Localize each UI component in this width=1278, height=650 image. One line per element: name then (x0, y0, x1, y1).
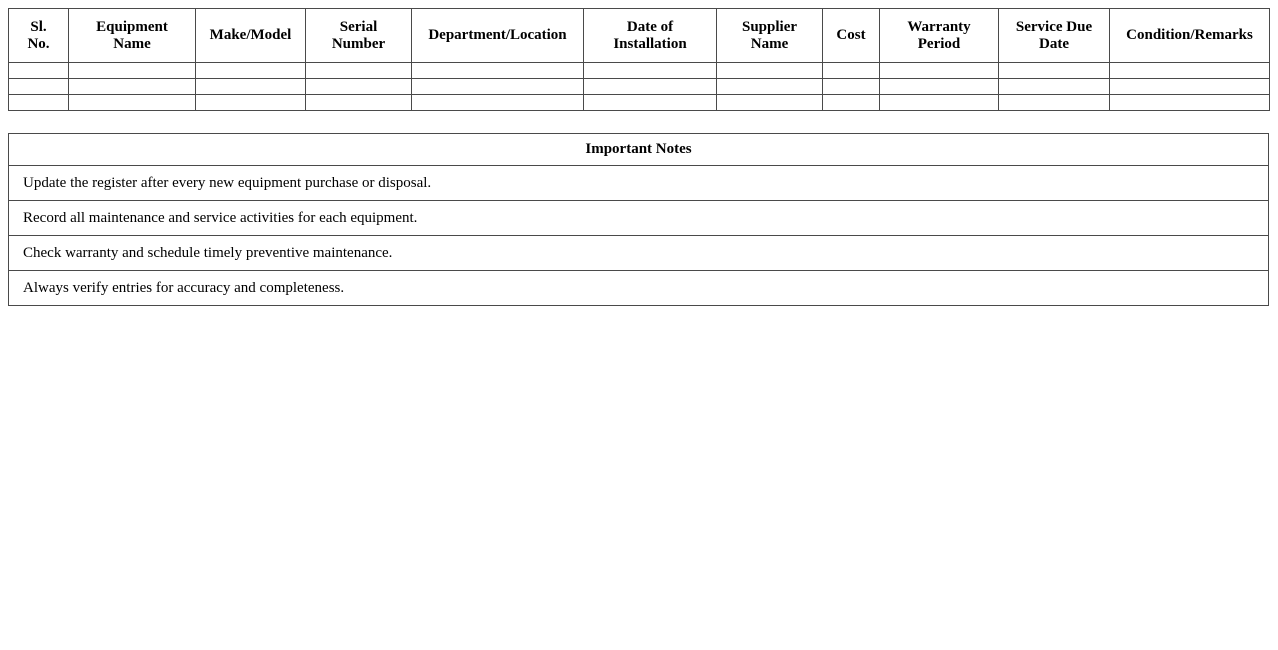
empty-cell (306, 95, 412, 111)
empty-cell (880, 63, 999, 79)
register-header-row (9, 9, 1270, 63)
empty-cell (196, 63, 306, 79)
column-header-department-location: Department/Location (412, 9, 584, 63)
column-header-condition-remarks: Condition/Remarks (1110, 9, 1270, 63)
empty-cell (69, 63, 196, 79)
empty-cell (306, 79, 412, 95)
important-notes-table (8, 133, 1269, 306)
empty-cell (717, 63, 823, 79)
empty-row (9, 95, 1270, 111)
empty-row (9, 79, 1270, 95)
empty-cell (584, 95, 717, 111)
empty-cell (196, 95, 306, 111)
empty-cell (69, 95, 196, 111)
empty-cell (69, 79, 196, 95)
empty-cell (9, 79, 69, 95)
column-header-sl-no: Sl. No. (9, 9, 69, 63)
empty-cell (717, 95, 823, 111)
empty-cell (823, 63, 880, 79)
column-header-make-model: Make/Model (196, 9, 306, 63)
notes-title: Important Notes (9, 134, 1269, 166)
column-header-serial-number: Serial Number (306, 9, 412, 63)
empty-cell (306, 63, 412, 79)
empty-cell (1110, 63, 1270, 79)
notes-header-row (9, 134, 1269, 166)
empty-row (9, 63, 1270, 79)
note-text: Always verify entries for accuracy and completeness. (9, 271, 1269, 306)
note-row (9, 236, 1269, 271)
empty-cell (999, 95, 1110, 111)
note-text: Update the register after every new equipment purchase or disposal. (9, 166, 1269, 201)
empty-cell (717, 79, 823, 95)
empty-cell (999, 63, 1110, 79)
column-header-cost: Cost (823, 9, 880, 63)
empty-cell (412, 79, 584, 95)
column-header-equipment-name: Equipment Name (69, 9, 196, 63)
column-header-service-due-date: Service Due Date (999, 9, 1110, 63)
empty-cell (412, 95, 584, 111)
empty-cell (823, 79, 880, 95)
empty-cell (880, 79, 999, 95)
empty-cell (584, 79, 717, 95)
notes-body (9, 166, 1269, 306)
empty-cell (9, 63, 69, 79)
column-header-date-of-installation: Date of Installation (584, 9, 717, 63)
note-text: Record all maintenance and service activities for each equipment. (9, 201, 1269, 236)
note-row (9, 201, 1269, 236)
empty-cell (880, 95, 999, 111)
column-header-supplier-name: Supplier Name (717, 9, 823, 63)
empty-cell (999, 79, 1110, 95)
note-row (9, 166, 1269, 201)
note-row (9, 271, 1269, 306)
column-header-warranty-period: Warranty Period (880, 9, 999, 63)
empty-cell (9, 95, 69, 111)
empty-cell (584, 63, 717, 79)
empty-cell (196, 79, 306, 95)
empty-cell (412, 63, 584, 79)
equipment-register-table (8, 8, 1270, 111)
empty-cell (823, 95, 880, 111)
register-body (9, 63, 1270, 111)
note-text: Check warranty and schedule timely preventive maintenance. (9, 236, 1269, 271)
empty-cell (1110, 79, 1270, 95)
empty-cell (1110, 95, 1270, 111)
